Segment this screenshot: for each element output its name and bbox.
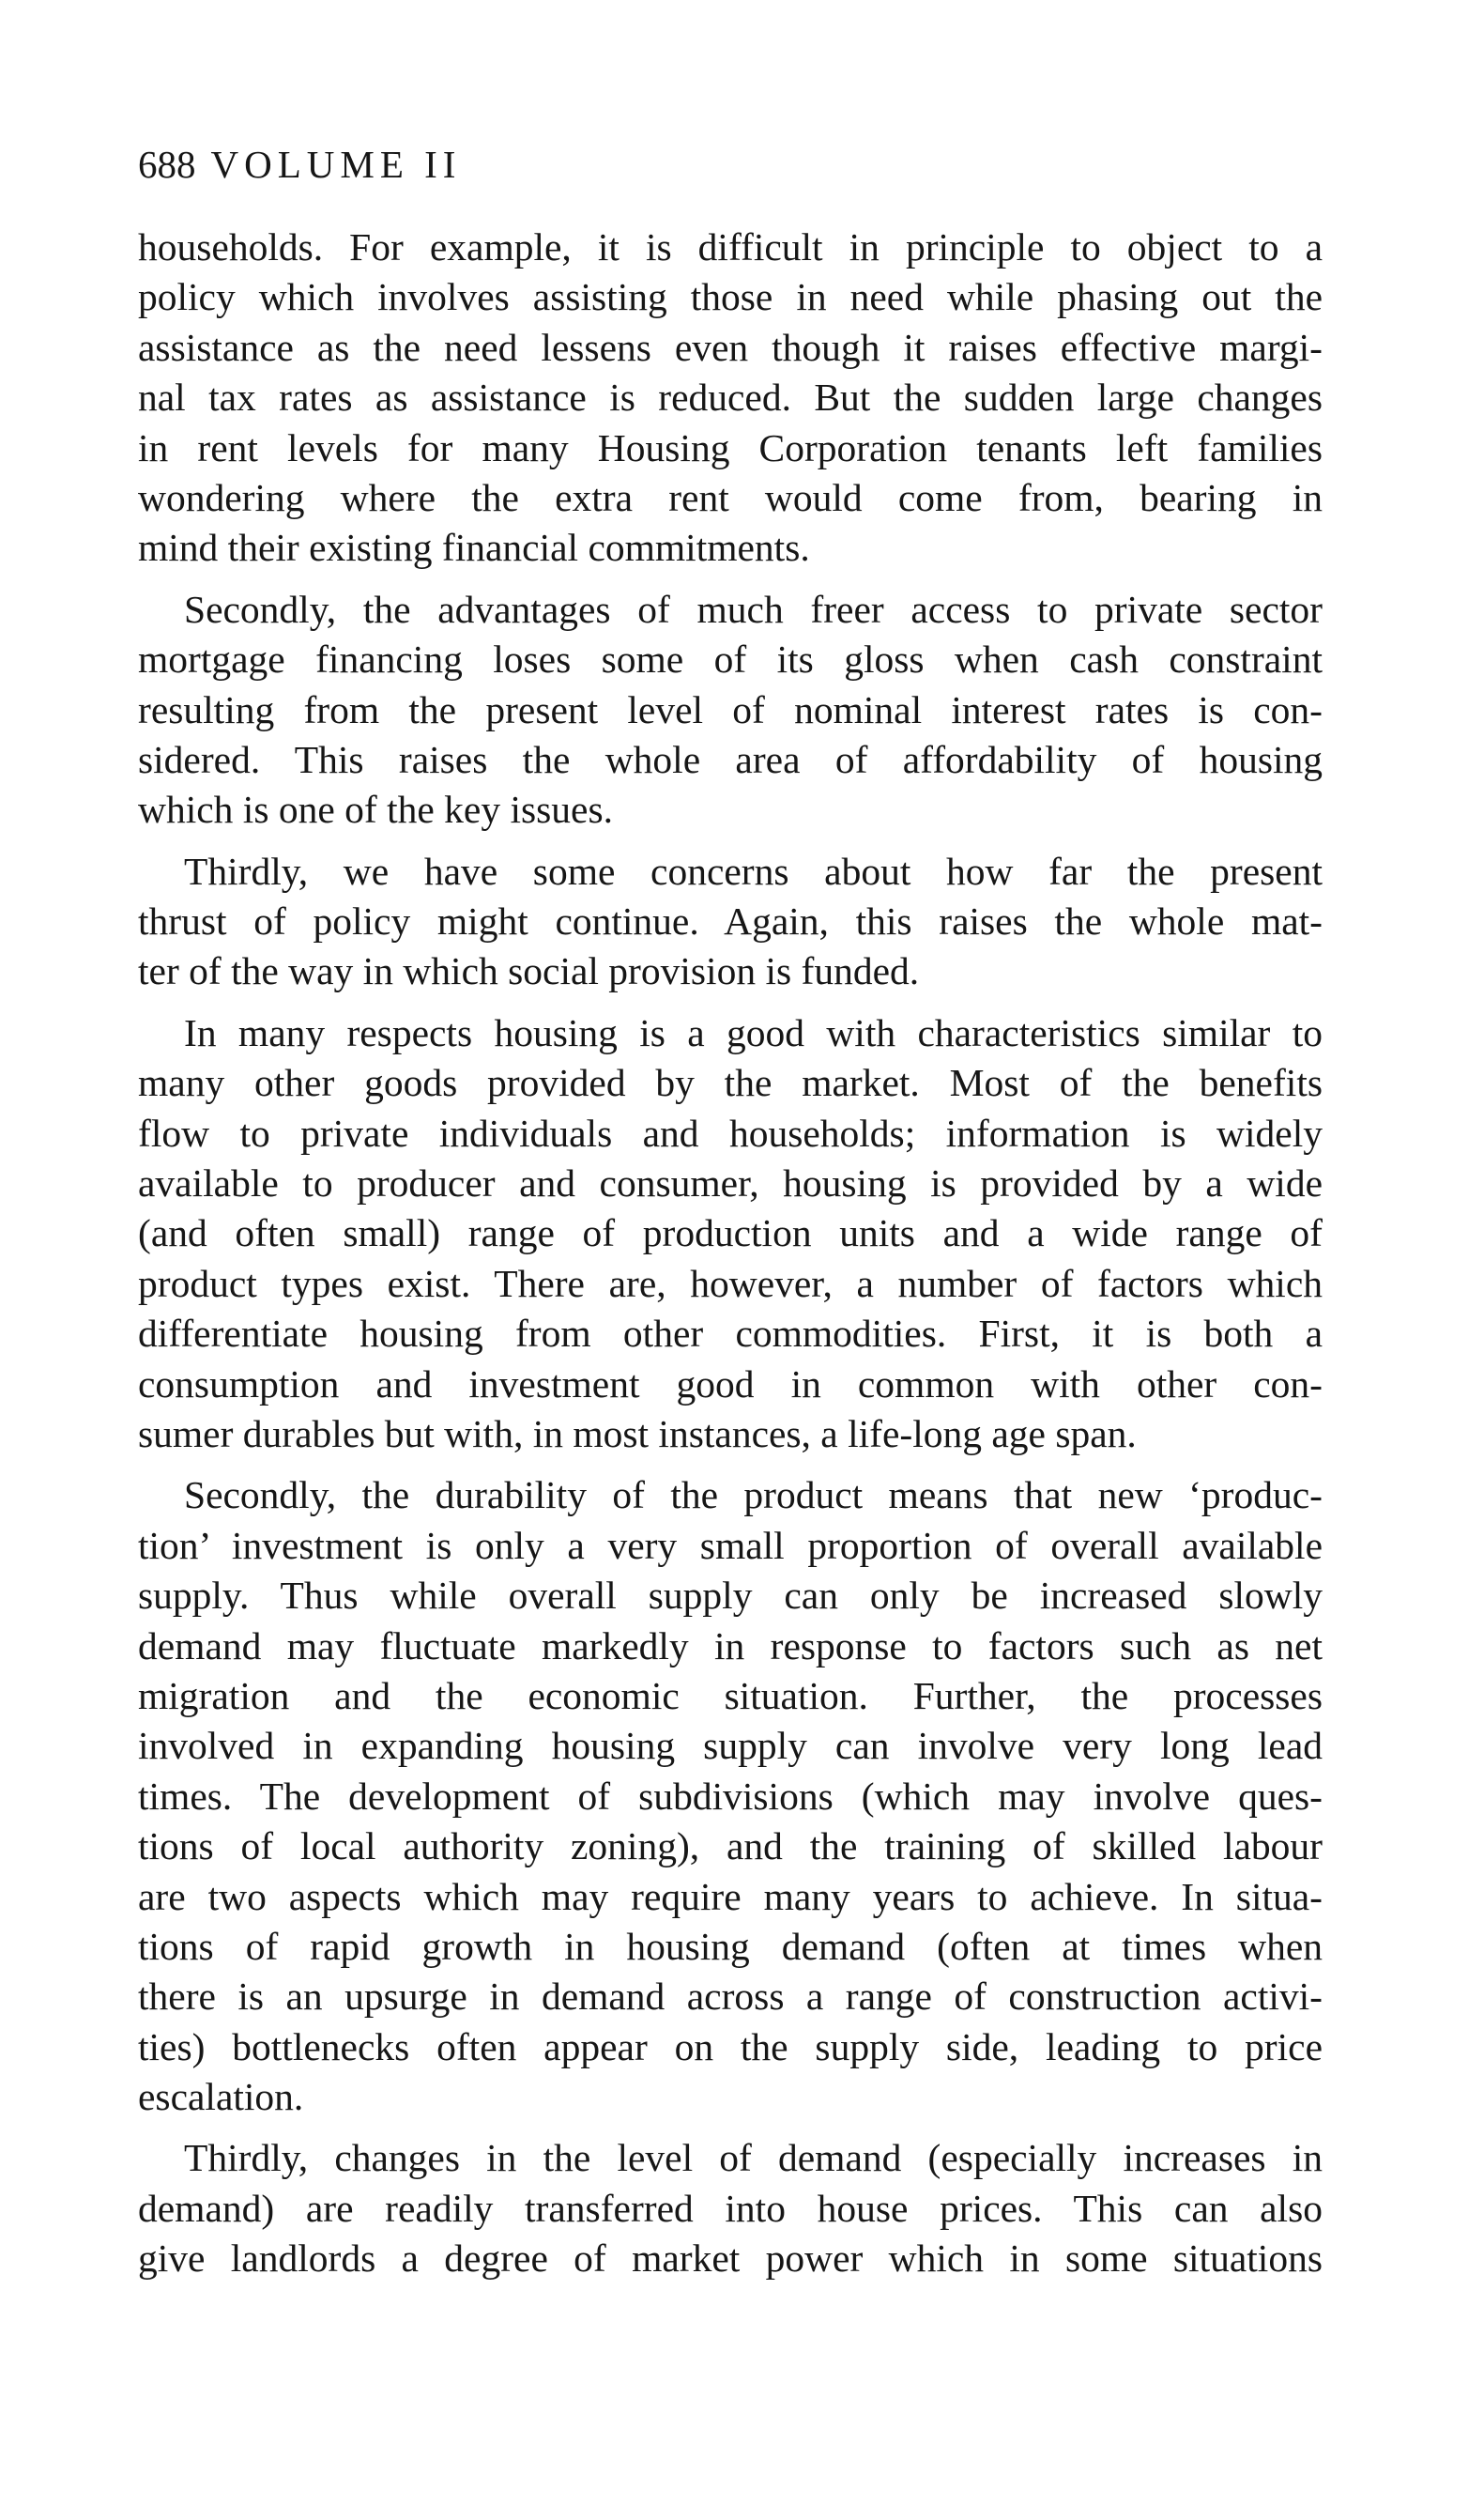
text-line: supply. Thus while overall supply can only be increased slowly <box>138 1574 1323 1618</box>
text-line: mortgage financing loses some of its gloss when cash constraint <box>138 638 1323 682</box>
paragraph-durability <box>138 1470 1323 2122</box>
running-head <box>138 141 461 188</box>
running-title: VOLUME II <box>210 143 462 186</box>
text-line: sumer durables but with, in most instances, a life-long age span. <box>138 1411 1137 1455</box>
text-line: in rent levels for many Housing Corporation tenants left families <box>138 425 1323 469</box>
text-line: available to producer and consumer, housing is provided by a wide <box>138 1161 1323 1206</box>
text-line: migration and the economic situation. Further, the processes <box>138 1673 1323 1717</box>
text-line: demand) are readily transferred into house prices. This can also <box>138 2186 1323 2230</box>
text-line: product types exist. There are, however, a number of factors which <box>138 1261 1323 1305</box>
text-line: times. The development of subdivisions (which may involve ques- <box>138 1774 1323 1818</box>
text-line: households. For example, it is difficult in principle to object to a <box>138 225 1323 269</box>
text-line: tion’ investment is only a very small proportion of overall available <box>138 1523 1323 1567</box>
text-line: are two aspects which may require many years to achieve. In situa- <box>138 1874 1323 1918</box>
text-line: many other goods provided by the market. Most of the benefits <box>138 1061 1323 1105</box>
text-line: wondering where the extra rent would come from, bearing in <box>138 475 1323 519</box>
text-line: tions of rapid growth in housing demand (often at times when <box>138 1924 1323 1968</box>
text-line: sidered. This raises the whole area of affordability of housing <box>138 737 1323 781</box>
text-line: nal tax rates as assistance is reduced. But the sudden large changes <box>138 376 1323 420</box>
text-line: policy which involves assisting those in need while phasing out the <box>138 275 1323 319</box>
text-line: thrust of policy might continue. Again, this raises the whole mat- <box>138 899 1323 944</box>
paragraph-housing-as-good <box>138 1008 1323 1460</box>
paragraph-policy-concerns <box>138 847 1323 997</box>
text-line: (and often small) range of production units and a wide range of <box>138 1211 1323 1255</box>
text-line: give landlords a degree of market power which in some situations <box>138 2236 1323 2281</box>
text-line: Thirdly, changes in the level of demand (especially increases in <box>184 2136 1323 2180</box>
text-line: differentiate housing from other commodities. First, it is both a <box>138 1312 1323 1356</box>
text-line: Secondly, the advantages of much freer access to private sector <box>184 587 1323 631</box>
text-line: mind their existing financial commitments. <box>138 526 810 570</box>
text-line: consumption and investment good in common with other con- <box>138 1361 1323 1406</box>
paragraph-continuation <box>138 223 1323 574</box>
text-line: ter of the way in which social provision is funded. <box>138 949 920 993</box>
text-line: involved in expanding housing supply can involve very long lead <box>138 1724 1323 1768</box>
text-line: resulting from the present level of nominal interest rates is con- <box>138 687 1323 731</box>
text-line: ties) bottlenecks often appear on the supply side, leading to price <box>138 2024 1323 2068</box>
text-line: Secondly, the durability of the product means that new ‘produc- <box>184 1473 1323 1517</box>
text-line: demand may fluctuate markedly in response to factors such as net <box>138 1623 1323 1667</box>
text-line: In many respects housing is a good with characteristics similar to <box>184 1010 1323 1054</box>
text-line: which is one of the key issues. <box>138 788 613 832</box>
text-line: Thirdly, we have some concerns about how far the present <box>184 849 1323 893</box>
text-line: escalation. <box>138 2075 304 2119</box>
text-line: flow to private individuals and households; information is widely <box>138 1111 1323 1155</box>
paragraph-mortgage-financing <box>138 585 1323 836</box>
body-text <box>138 223 1323 2284</box>
text-line: assistance as the need lessens even though it raises effective margi- <box>138 325 1323 369</box>
text-line: there is an upsurge in demand across a range of construction activi- <box>138 1975 1323 2019</box>
page-number: 688 <box>138 143 196 186</box>
text-line: tions of local authority zoning), and the training of skilled labour <box>138 1824 1323 1868</box>
paragraph-demand-prices <box>138 2133 1323 2283</box>
